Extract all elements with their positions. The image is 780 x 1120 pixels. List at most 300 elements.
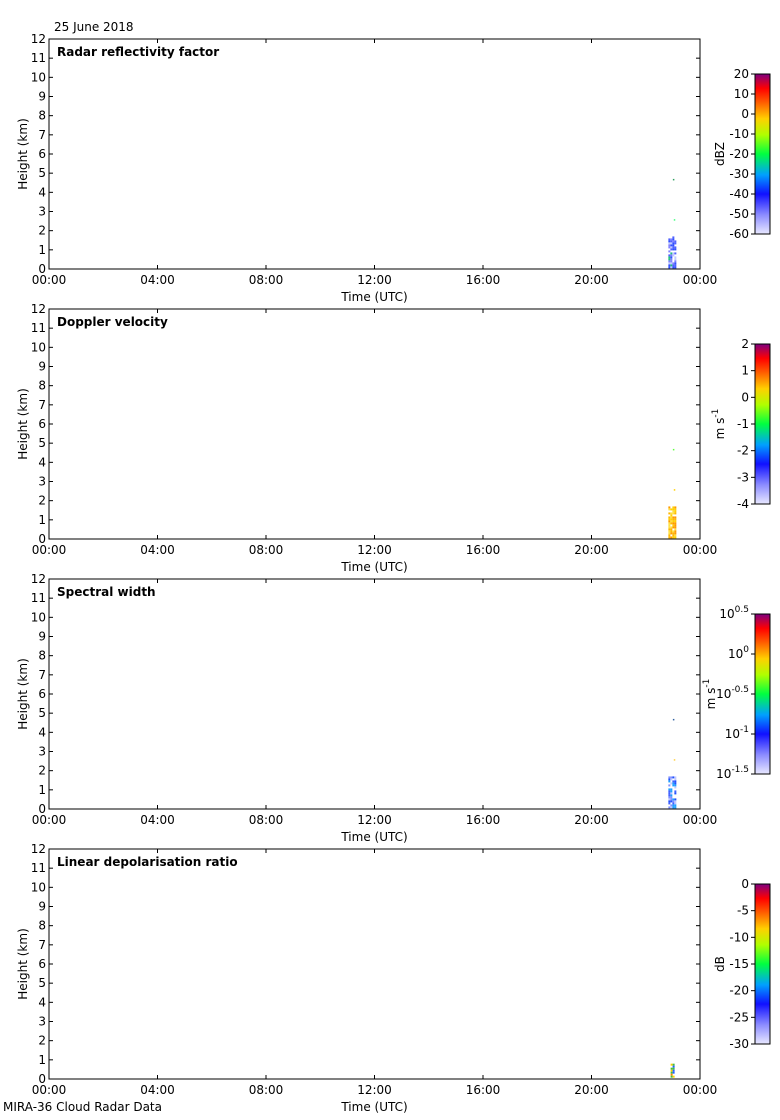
colorbar-tick-label: -20 (729, 147, 749, 161)
echo-pixel (672, 532, 674, 534)
echo-pixel (672, 800, 674, 802)
y-tick-label: 6 (38, 687, 46, 701)
echo-pixel (670, 806, 672, 808)
echo-pixel (674, 800, 676, 802)
x-tick-label: 08:00 (248, 813, 284, 827)
echo-pixel (674, 506, 676, 508)
echo-pixel (670, 256, 672, 258)
echo-pixel (670, 258, 672, 260)
y-axis-label: Height (km) (16, 388, 30, 460)
x-tick-label: 20:00 (574, 1083, 609, 1097)
x-tick-label: 16:00 (465, 1083, 501, 1097)
echo-pixel (672, 246, 674, 248)
panel-1 (16, 302, 770, 574)
echo-pixel (672, 536, 674, 538)
echo-pixel (674, 246, 676, 248)
colorbar-tick-label: -3 (737, 470, 749, 485)
colorbar-tick-label: -40 (729, 187, 749, 201)
echo-pixel (674, 240, 676, 242)
y-tick-label: 11 (30, 861, 46, 876)
echo-pixel (674, 802, 676, 804)
echo-pixel (672, 522, 674, 524)
panel-0 (16, 32, 770, 304)
x-tick-label: 00:00 (31, 813, 67, 827)
y-tick-label: 1 (38, 512, 46, 527)
echo-pixel (668, 256, 670, 258)
echo-pixel (670, 512, 672, 514)
y-tick-label: 9 (38, 89, 46, 104)
y-tick-label: 2 (38, 1033, 46, 1048)
y-tick-label: 7 (38, 127, 46, 142)
echo-pixel (673, 1066, 675, 1068)
panel-title: Doppler velocity (57, 315, 168, 329)
echo-pixel (670, 262, 672, 264)
echo-pixel (672, 242, 674, 244)
echo-pixel (674, 782, 676, 784)
y-tick-label: 4 (38, 995, 46, 1010)
echo-pixel (673, 1070, 675, 1072)
echo-pixel (668, 526, 670, 528)
echo-pixel (674, 528, 676, 530)
colorbar-gradient (755, 74, 770, 234)
echo-pixel (672, 518, 674, 520)
x-tick-label: 20:00 (574, 813, 609, 827)
colorbar (702, 605, 770, 781)
echo-pixel (672, 782, 674, 784)
echo-pixel (674, 256, 676, 258)
y-axis-label: Height (km) (16, 658, 30, 730)
colorbar-tick-label: -50 (729, 207, 749, 221)
colorbar-tick-label: 0 (741, 390, 749, 405)
x-tick-label: 08:00 (248, 1083, 284, 1097)
echo-pixel (668, 512, 670, 514)
echo-pixel (668, 520, 670, 522)
panel-3 (16, 842, 770, 1114)
echo-pixel (674, 524, 676, 526)
colorbar-tick-label: -10 (729, 127, 749, 141)
echo-pixel (672, 524, 674, 526)
echo-pixel (668, 794, 670, 796)
echo-pixel (668, 798, 670, 800)
echo-pixel (674, 508, 676, 510)
x-tick-label: 08:00 (248, 273, 284, 287)
echo-pixel (672, 534, 674, 536)
echo-pixel (670, 532, 672, 534)
x-tick-label: 12:00 (357, 1083, 392, 1097)
colorbar-tick-label: -20 (729, 983, 749, 998)
echo-pixel (674, 804, 676, 806)
echo-pixel (673, 1072, 675, 1074)
echo-pixel (670, 804, 672, 806)
colorbar-tick-label: -4 (737, 497, 749, 511)
panel-title: Linear depolarisation ratio (57, 855, 238, 869)
panel-title: Radar reflectivity factor (57, 45, 220, 59)
y-tick-label: 4 (38, 725, 46, 740)
echo-pixel (674, 526, 676, 528)
echo-pixel (670, 260, 672, 262)
y-tick-label: 12 (30, 32, 46, 46)
x-tick-label: 20:00 (574, 273, 609, 287)
echo-pixel (674, 532, 676, 534)
echo-pixel (674, 252, 676, 254)
echo-pixel (672, 806, 674, 808)
echo-pixel (668, 524, 670, 526)
echo-pixel (671, 1074, 673, 1076)
x-tick-label: 00:00 (31, 1083, 67, 1097)
colorbar-tick-label: 1 (741, 363, 749, 378)
echo-pixel (674, 264, 676, 266)
y-tick-label: 3 (38, 474, 46, 489)
echo-pixel (672, 802, 674, 804)
echo-pixel (672, 266, 674, 268)
echo-pixel (672, 254, 674, 256)
x-tick-label: 16:00 (465, 813, 501, 827)
echo-pixel (674, 778, 676, 780)
echo-pixel (674, 780, 676, 782)
echo-pixel (672, 512, 674, 514)
y-tick-label: 8 (38, 918, 46, 933)
echo-pixel (674, 242, 676, 244)
echo-pixel (672, 262, 674, 264)
echo-pixel (672, 510, 674, 512)
echo-pixel (671, 1076, 673, 1078)
echo-pixel (670, 522, 672, 524)
echo-pixel (670, 788, 672, 790)
echo-pixel (668, 788, 670, 790)
echo-point (674, 489, 676, 491)
echo-pixel (668, 792, 670, 794)
colorbar-gradient (755, 884, 770, 1044)
echo-pixel (672, 804, 674, 806)
x-tick-label: 20:00 (574, 543, 609, 557)
y-tick-label: 4 (38, 185, 46, 200)
echo-point (673, 179, 675, 181)
x-tick-label: 04:00 (140, 1083, 175, 1097)
colorbar-tick-label: -1 (737, 417, 749, 431)
y-tick-label: 10 (30, 340, 46, 355)
colorbar-tick-label: -60 (729, 227, 749, 241)
echo-pixel (668, 778, 670, 780)
echo-pixel (670, 254, 672, 256)
echo-pixel (673, 1076, 675, 1078)
echo-pixel (672, 780, 674, 782)
y-tick-label: 3 (38, 1014, 46, 1029)
x-axis-label: Time (UTC) (341, 830, 408, 844)
echo-pixel (670, 790, 672, 792)
y-tick-label: 0 (38, 1072, 46, 1086)
echo-pixel (668, 780, 670, 782)
panel-2 (16, 572, 770, 844)
echo-pixel (668, 800, 670, 802)
y-tick-label: 10 (30, 70, 46, 85)
colorbar-tick-label: -5 (737, 903, 749, 918)
echo-pixel (674, 792, 676, 794)
y-tick-label: 5 (38, 706, 46, 721)
colorbar-tick-label: 0 (741, 107, 749, 121)
x-tick-label: 04:00 (140, 273, 175, 287)
echo-pixel (674, 258, 676, 260)
x-tick-label: 00:00 (682, 813, 718, 827)
echo-point (674, 759, 676, 761)
y-tick-label: 5 (38, 436, 46, 451)
echo-pixel (670, 246, 672, 248)
y-tick-label: 0 (38, 262, 46, 276)
y-tick-label: 11 (30, 591, 46, 606)
echo-pixel (670, 530, 672, 532)
echo-pixel (670, 516, 672, 518)
echo-pixel (668, 518, 670, 520)
y-tick-label: 3 (38, 204, 46, 219)
x-axis-label: Time (UTC) (341, 560, 408, 574)
echo-pixel (674, 786, 676, 788)
x-tick-label: 00:00 (31, 273, 67, 287)
echo-pixel (668, 506, 670, 508)
x-tick-label: 00:00 (682, 543, 718, 557)
echo-pixel (668, 254, 670, 256)
echo-pixel (670, 242, 672, 244)
echo-pixel (674, 512, 676, 514)
echo-pixel (668, 534, 670, 536)
echo-pixel (668, 258, 670, 260)
plot-frame (49, 39, 700, 269)
y-tick-label: 11 (30, 321, 46, 336)
colorbar-label: m $s^{-1}$ (711, 408, 727, 440)
y-tick-label: 10 (30, 880, 46, 895)
x-tick-label: 12:00 (357, 813, 392, 827)
x-tick-label: 00:00 (682, 273, 718, 287)
echo-pixel (674, 536, 676, 538)
echo-pixel (670, 536, 672, 538)
colorbar-label: m $s^{-1}$ (702, 678, 718, 710)
y-tick-label: 6 (38, 417, 46, 431)
y-tick-label: 12 (30, 302, 46, 316)
echo-pixel (674, 806, 676, 808)
echo-pixel (668, 516, 670, 518)
echo-pixel (674, 516, 676, 518)
echo-pixel (672, 526, 674, 528)
x-tick-label: 04:00 (140, 813, 175, 827)
echo-pixel (674, 248, 676, 250)
echo-pixel (668, 536, 670, 538)
y-tick-label: 9 (38, 629, 46, 644)
echo-pixel (672, 240, 674, 242)
echo-pixel (672, 238, 674, 240)
echo-pixel (674, 266, 676, 268)
y-tick-label: 10 (30, 610, 46, 625)
x-tick-label: 08:00 (248, 543, 284, 557)
echo-pixel (674, 534, 676, 536)
echo-pixel (672, 264, 674, 266)
echo-pixel (672, 530, 674, 532)
y-tick-label: 11 (30, 51, 46, 66)
echo-pixel (668, 522, 670, 524)
colorbar-tick-label: -2 (737, 443, 749, 458)
echo-pixel (668, 802, 670, 804)
colorbar-tick-label: $10^{-1}$ (724, 725, 749, 741)
colorbar (711, 337, 770, 511)
y-tick-label: 2 (38, 763, 46, 778)
echo-pixel (670, 520, 672, 522)
y-tick-label: 7 (38, 937, 46, 952)
echo-pixel (672, 776, 674, 778)
colorbar-tick-label: 2 (741, 337, 749, 351)
x-tick-label: 04:00 (140, 543, 175, 557)
x-axis-label: Time (UTC) (341, 290, 408, 304)
echo-pixel (670, 266, 672, 268)
echo-pixel (672, 252, 674, 254)
colorbar-gradient (755, 614, 770, 774)
echo-pixel (670, 264, 672, 266)
y-tick-label: 7 (38, 667, 46, 682)
echo-point (674, 219, 676, 221)
x-tick-label: 00:00 (31, 543, 67, 557)
plot-frame (49, 309, 700, 539)
echo-pixel (670, 798, 672, 800)
colorbar (713, 67, 770, 241)
echo-pixel (668, 244, 670, 246)
colorbar-tick-label: -30 (729, 167, 749, 181)
colorbar-gradient (755, 344, 770, 504)
echo-pixel (672, 798, 674, 800)
footer-title: MIRA-36 Cloud Radar Data (3, 1100, 162, 1114)
echo-pixel (671, 1064, 673, 1066)
y-tick-label: 1 (38, 782, 46, 797)
colorbar-tick-label: -15 (729, 957, 749, 971)
echo-pixel (674, 776, 676, 778)
echo-point (673, 449, 675, 451)
plot-frame (49, 849, 700, 1079)
echo-pixel (668, 790, 670, 792)
y-tick-label: 2 (38, 223, 46, 238)
echo-pixel (668, 260, 670, 262)
x-tick-label: 16:00 (465, 543, 501, 557)
echo-pixel (670, 252, 672, 254)
y-tick-label: 4 (38, 455, 46, 470)
colorbar-label: dBZ (713, 141, 727, 167)
echo-pixel (674, 522, 676, 524)
echo-pixel (668, 242, 670, 244)
x-axis-label: Time (UTC) (341, 1100, 408, 1114)
y-tick-label: 2 (38, 493, 46, 508)
colorbar-tick-label: 10 (733, 87, 749, 101)
y-tick-label: 6 (38, 957, 46, 971)
echo-pixel (671, 1072, 673, 1074)
plot-frame (49, 579, 700, 809)
echo-pixel (671, 1070, 673, 1072)
y-axis-label: Height (km) (16, 118, 30, 190)
y-tick-label: 0 (38, 532, 46, 546)
echo-pixel (672, 236, 674, 238)
echo-pixel (670, 792, 672, 794)
echo-pixel (670, 794, 672, 796)
echo-pixel (670, 796, 672, 798)
echo-pixel (672, 784, 674, 786)
y-tick-label: 8 (38, 108, 46, 123)
echo-pixel (668, 262, 670, 264)
echo-cluster (668, 776, 676, 808)
echo-pixel (674, 518, 676, 520)
echo-pixel (672, 244, 674, 246)
echo-pixel (672, 516, 674, 518)
echo-pixel (670, 248, 672, 250)
echo-pixel (674, 790, 676, 792)
echo-pixel (668, 776, 670, 778)
echo-pixel (668, 530, 670, 532)
echo-pixel (670, 508, 672, 510)
echo-pixel (670, 518, 672, 520)
echo-pixel (672, 248, 674, 250)
y-tick-label: 9 (38, 899, 46, 914)
colorbar-tick-label: $10^{0.5}$ (719, 605, 749, 621)
echo-pixel (668, 528, 670, 530)
y-tick-label: 7 (38, 397, 46, 412)
echo-point (673, 719, 675, 721)
y-tick-label: 1 (38, 242, 46, 257)
echo-pixel (672, 506, 674, 508)
echo-pixel (674, 262, 676, 264)
y-tick-label: 3 (38, 744, 46, 759)
echo-pixel (672, 520, 674, 522)
echo-pixel (668, 806, 670, 808)
echo-pixel (674, 798, 676, 800)
colorbar-label: dB (713, 956, 727, 972)
date-label: 25 June 2018 (54, 20, 134, 34)
echo-pixel (674, 530, 676, 532)
echo-pixel (674, 520, 676, 522)
y-tick-label: 5 (38, 166, 46, 181)
echo-pixel (670, 800, 672, 802)
echo-pixel (668, 240, 670, 242)
x-tick-label: 12:00 (357, 543, 392, 557)
x-tick-label: 12:00 (357, 273, 392, 287)
echo-pixel (670, 528, 672, 530)
echo-pixel (670, 526, 672, 528)
y-tick-label: 0 (38, 802, 46, 816)
echo-pixel (668, 250, 670, 252)
y-tick-label: 6 (38, 147, 46, 161)
echo-pixel (668, 266, 670, 268)
x-tick-label: 00:00 (682, 1083, 718, 1097)
colorbar-tick-label: -10 (729, 930, 749, 945)
y-tick-label: 12 (30, 572, 46, 586)
colorbar-tick-label: $10^{-0.5}$ (716, 685, 749, 701)
echo-pixel (671, 1068, 673, 1070)
echo-pixel (670, 238, 672, 240)
echo-pixel (668, 532, 670, 534)
colorbar-tick-label: $10^{-1.5}$ (716, 765, 749, 781)
echo-pixel (674, 260, 676, 262)
panel-title: Spectral width (57, 585, 156, 599)
y-tick-label: 12 (30, 842, 46, 856)
colorbar-tick-label: -25 (729, 1010, 749, 1025)
colorbar-tick-label: 0 (741, 877, 749, 891)
echo-pixel (673, 1068, 675, 1070)
x-tick-label: 16:00 (465, 273, 501, 287)
echo-pixel (670, 514, 672, 516)
colorbar-tick-label: -30 (729, 1037, 749, 1051)
echo-pixel (674, 784, 676, 786)
colorbar-tick-label: $10^0$ (727, 645, 749, 661)
colorbar (713, 877, 770, 1051)
y-tick-label: 1 (38, 1052, 46, 1067)
y-axis-label: Height (km) (16, 928, 30, 1000)
echo-pixel (670, 782, 672, 784)
echo-pixel (670, 244, 672, 246)
echo-pixel (674, 510, 676, 512)
echo-pixel (668, 796, 670, 798)
y-tick-label: 8 (38, 648, 46, 663)
echo-pixel (668, 784, 670, 786)
